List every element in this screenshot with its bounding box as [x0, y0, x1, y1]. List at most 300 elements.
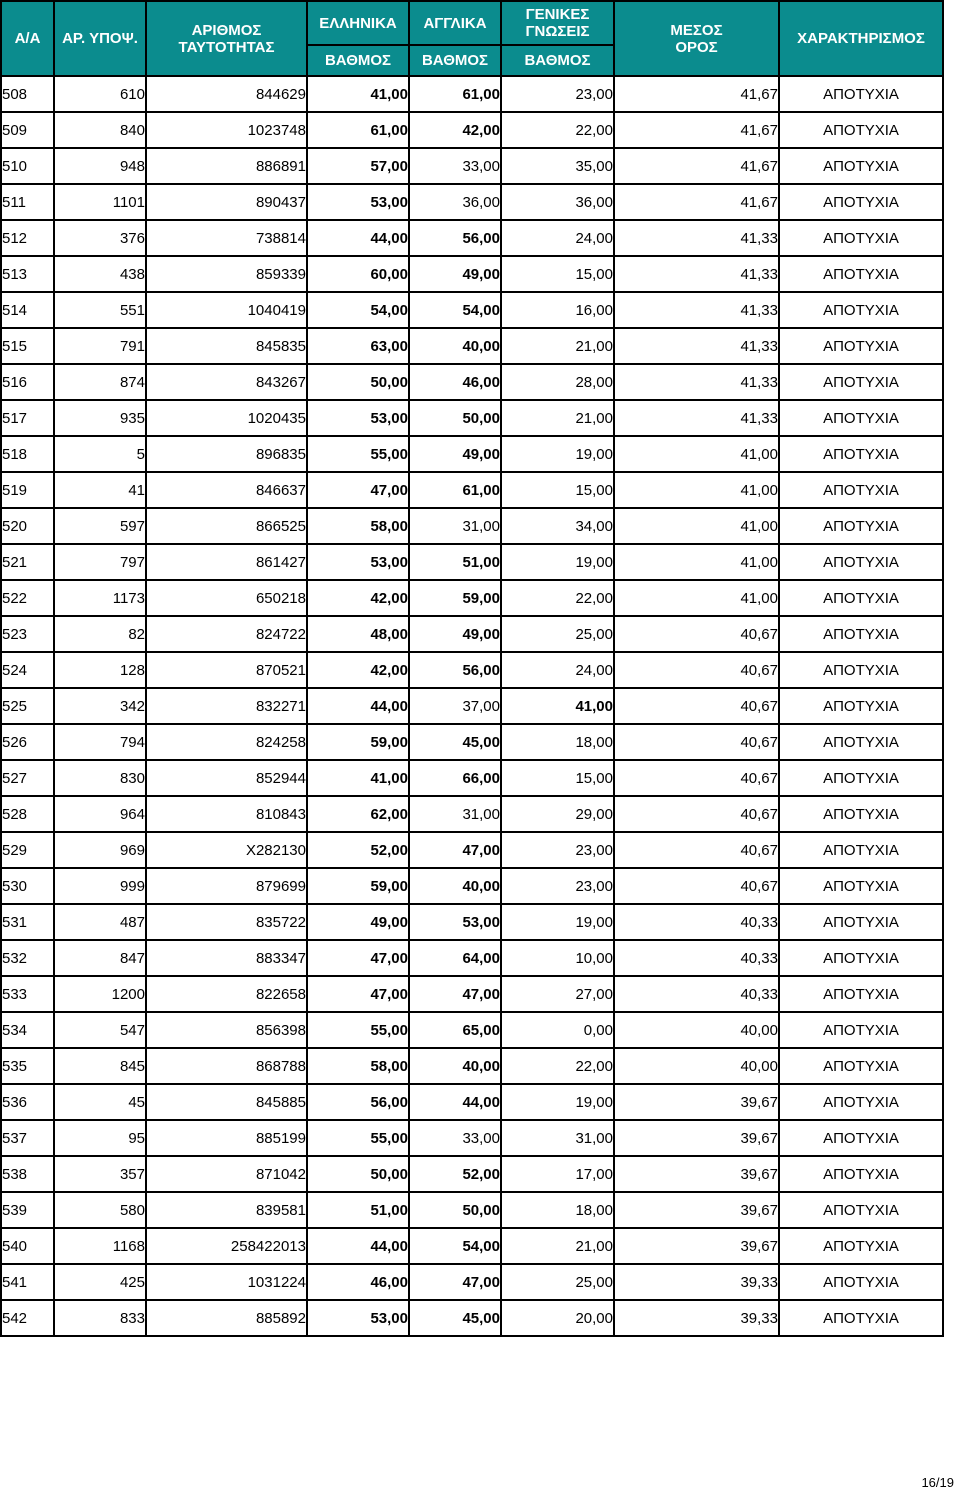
cell-greek-grade: 50,00 — [307, 364, 409, 400]
cell-average: 41,33 — [614, 400, 779, 436]
cell-aa: 536 — [1, 1084, 54, 1120]
table-row — [1, 508, 943, 544]
cell-greek-grade: 51,00 — [307, 1192, 409, 1228]
cell-aa: 518 — [1, 436, 54, 472]
cell-english-grade: 40,00 — [409, 1048, 501, 1084]
cell-english-grade: 66,00 — [409, 760, 501, 796]
cell-candidate-number: 551 — [54, 292, 146, 328]
cell-aa: 526 — [1, 724, 54, 760]
cell-english-grade: 54,00 — [409, 1228, 501, 1264]
header-id-number — [146, 1, 307, 76]
cell-average: 40,33 — [614, 904, 779, 940]
cell-english-grade: 52,00 — [409, 1156, 501, 1192]
cell-english-grade: 31,00 — [409, 508, 501, 544]
cell-candidate-number: 5 — [54, 436, 146, 472]
table-body — [1, 76, 943, 1336]
cell-candidate-number: 948 — [54, 148, 146, 184]
cell-greek-grade: 41,00 — [307, 76, 409, 112]
cell-english-grade: 47,00 — [409, 976, 501, 1012]
cell-general-grade: 21,00 — [501, 328, 614, 364]
cell-id-number: 822658 — [146, 976, 307, 1012]
cell-aa: 534 — [1, 1012, 54, 1048]
header-greek-grade: ΒΑΘΜΟΣ — [307, 45, 409, 76]
cell-english-grade: 64,00 — [409, 940, 501, 976]
cell-result: ΑΠΟΤΥΧΙΑ — [779, 760, 943, 796]
cell-result: ΑΠΟΤΥΧΙΑ — [779, 832, 943, 868]
cell-aa: 529 — [1, 832, 54, 868]
cell-candidate-number: 1168 — [54, 1228, 146, 1264]
cell-greek-grade: 53,00 — [307, 544, 409, 580]
cell-average: 39,67 — [614, 1120, 779, 1156]
cell-aa: 513 — [1, 256, 54, 292]
cell-average: 40,33 — [614, 940, 779, 976]
cell-result: ΑΠΟΤΥΧΙΑ — [779, 904, 943, 940]
cell-result: ΑΠΟΤΥΧΙΑ — [779, 688, 943, 724]
cell-result: ΑΠΟΤΥΧΙΑ — [779, 508, 943, 544]
cell-candidate-number: 845 — [54, 1048, 146, 1084]
cell-greek-grade: 63,00 — [307, 328, 409, 364]
cell-id-number: 856398 — [146, 1012, 307, 1048]
cell-general-grade: 25,00 — [501, 1264, 614, 1300]
cell-aa: 522 — [1, 580, 54, 616]
cell-greek-grade: 56,00 — [307, 1084, 409, 1120]
cell-average: 41,33 — [614, 292, 779, 328]
cell-result: ΑΠΟΤΥΧΙΑ — [779, 400, 943, 436]
cell-average: 40,67 — [614, 724, 779, 760]
cell-candidate-number: 969 — [54, 832, 146, 868]
cell-english-grade: 61,00 — [409, 76, 501, 112]
cell-candidate-number: 840 — [54, 112, 146, 148]
cell-aa: 517 — [1, 400, 54, 436]
cell-aa: 514 — [1, 292, 54, 328]
cell-average: 41,67 — [614, 76, 779, 112]
cell-result: ΑΠΟΤΥΧΙΑ — [779, 1048, 943, 1084]
cell-average: 40,67 — [614, 760, 779, 796]
table-row — [1, 940, 943, 976]
header-average-line2: ΟΡΟΣ — [675, 38, 718, 56]
cell-id-number: 896835 — [146, 436, 307, 472]
cell-greek-grade: 55,00 — [307, 436, 409, 472]
cell-general-grade: 31,00 — [501, 1120, 614, 1156]
table-row — [1, 1048, 943, 1084]
cell-id-number: 870521 — [146, 652, 307, 688]
cell-english-grade: 45,00 — [409, 1300, 501, 1336]
cell-candidate-number: 41 — [54, 472, 146, 508]
cell-english-grade: 53,00 — [409, 904, 501, 940]
table-row — [1, 544, 943, 580]
table-row — [1, 976, 943, 1012]
cell-result: ΑΠΟΤΥΧΙΑ — [779, 796, 943, 832]
cell-result: ΑΠΟΤΥΧΙΑ — [779, 364, 943, 400]
table-row — [1, 616, 943, 652]
cell-general-grade: 29,00 — [501, 796, 614, 832]
cell-id-number: 824258 — [146, 724, 307, 760]
cell-english-grade: 49,00 — [409, 256, 501, 292]
cell-english-grade: 59,00 — [409, 580, 501, 616]
header-greek: ΕΛΛΗΝΙΚΑ — [307, 1, 409, 45]
cell-candidate-number: 874 — [54, 364, 146, 400]
cell-candidate-number: 357 — [54, 1156, 146, 1192]
cell-result: ΑΠΟΤΥΧΙΑ — [779, 328, 943, 364]
table-row — [1, 1300, 943, 1336]
cell-english-grade: 33,00 — [409, 1120, 501, 1156]
cell-aa: 515 — [1, 328, 54, 364]
cell-aa: 512 — [1, 220, 54, 256]
cell-greek-grade: 41,00 — [307, 760, 409, 796]
cell-general-grade: 19,00 — [501, 436, 614, 472]
cell-candidate-number: 425 — [54, 1264, 146, 1300]
table-row — [1, 328, 943, 364]
cell-general-grade: 28,00 — [501, 364, 614, 400]
cell-result: ΑΠΟΤΥΧΙΑ — [779, 292, 943, 328]
cell-result: ΑΠΟΤΥΧΙΑ — [779, 868, 943, 904]
table-row — [1, 724, 943, 760]
header-candidate-number: ΑΡ. ΥΠΟΨ. — [54, 1, 146, 76]
cell-candidate-number: 597 — [54, 508, 146, 544]
table-row — [1, 1120, 943, 1156]
table-row — [1, 292, 943, 328]
cell-greek-grade: 49,00 — [307, 904, 409, 940]
cell-id-number: 1040419 — [146, 292, 307, 328]
cell-candidate-number: 791 — [54, 328, 146, 364]
cell-average: 40,67 — [614, 868, 779, 904]
cell-aa: 540 — [1, 1228, 54, 1264]
header-result: ΧΑΡΑΚΤΗΡΙΣΜΟΣ — [779, 1, 943, 76]
cell-general-grade: 21,00 — [501, 400, 614, 436]
cell-id-number: 824722 — [146, 616, 307, 652]
cell-general-grade: 22,00 — [501, 580, 614, 616]
cell-candidate-number: 935 — [54, 400, 146, 436]
table-header — [1, 1, 943, 76]
cell-general-grade: 20,00 — [501, 1300, 614, 1336]
cell-result: ΑΠΟΤΥΧΙΑ — [779, 652, 943, 688]
cell-id-number: 845885 — [146, 1084, 307, 1120]
table-row — [1, 148, 943, 184]
table-row — [1, 580, 943, 616]
cell-general-grade: 23,00 — [501, 832, 614, 868]
cell-english-grade: 50,00 — [409, 1192, 501, 1228]
header-general — [501, 1, 614, 45]
cell-result: ΑΠΟΤΥΧΙΑ — [779, 616, 943, 652]
cell-average: 40,33 — [614, 976, 779, 1012]
table-row — [1, 832, 943, 868]
cell-candidate-number: 964 — [54, 796, 146, 832]
cell-english-grade: 33,00 — [409, 148, 501, 184]
cell-aa: 523 — [1, 616, 54, 652]
cell-general-grade: 0,00 — [501, 1012, 614, 1048]
cell-general-grade: 15,00 — [501, 256, 614, 292]
cell-general-grade: 19,00 — [501, 1084, 614, 1120]
table-row — [1, 256, 943, 292]
table-row — [1, 1012, 943, 1048]
cell-average: 41,33 — [614, 220, 779, 256]
table-row — [1, 220, 943, 256]
cell-average: 39,67 — [614, 1156, 779, 1192]
table-row — [1, 1156, 943, 1192]
cell-candidate-number: 438 — [54, 256, 146, 292]
table-row — [1, 76, 943, 112]
cell-greek-grade: 48,00 — [307, 616, 409, 652]
cell-general-grade: 10,00 — [501, 940, 614, 976]
cell-english-grade: 47,00 — [409, 832, 501, 868]
cell-greek-grade: 46,00 — [307, 1264, 409, 1300]
header-english: ΑΓΓΛΙΚΑ — [409, 1, 501, 45]
cell-aa: 531 — [1, 904, 54, 940]
cell-candidate-number: 487 — [54, 904, 146, 940]
cell-result: ΑΠΟΤΥΧΙΑ — [779, 1084, 943, 1120]
cell-general-grade: 19,00 — [501, 544, 614, 580]
cell-greek-grade: 52,00 — [307, 832, 409, 868]
cell-greek-grade: 42,00 — [307, 652, 409, 688]
cell-aa: 510 — [1, 148, 54, 184]
cell-average: 41,67 — [614, 112, 779, 148]
cell-candidate-number: 610 — [54, 76, 146, 112]
cell-greek-grade: 59,00 — [307, 868, 409, 904]
cell-aa: 542 — [1, 1300, 54, 1336]
cell-english-grade: 50,00 — [409, 400, 501, 436]
cell-english-grade: 49,00 — [409, 616, 501, 652]
cell-english-grade: 51,00 — [409, 544, 501, 580]
cell-average: 41,00 — [614, 472, 779, 508]
cell-general-grade: 27,00 — [501, 976, 614, 1012]
cell-id-number: 1023748 — [146, 112, 307, 148]
cell-average: 41,00 — [614, 580, 779, 616]
cell-aa: 533 — [1, 976, 54, 1012]
cell-greek-grade: 62,00 — [307, 796, 409, 832]
cell-aa: 535 — [1, 1048, 54, 1084]
cell-result: ΑΠΟΤΥΧΙΑ — [779, 544, 943, 580]
cell-greek-grade: 60,00 — [307, 256, 409, 292]
cell-id-number: 868788 — [146, 1048, 307, 1084]
table-row — [1, 1084, 943, 1120]
cell-average: 41,67 — [614, 148, 779, 184]
cell-greek-grade: 44,00 — [307, 1228, 409, 1264]
cell-english-grade: 61,00 — [409, 472, 501, 508]
cell-general-grade: 41,00 — [501, 688, 614, 724]
cell-candidate-number: 376 — [54, 220, 146, 256]
cell-greek-grade: 54,00 — [307, 292, 409, 328]
cell-id-number: 883347 — [146, 940, 307, 976]
header-general-line1: ΓΕΝΙΚΕΣ — [525, 6, 590, 23]
cell-english-grade: 54,00 — [409, 292, 501, 328]
cell-result: ΑΠΟΤΥΧΙΑ — [779, 1192, 943, 1228]
cell-id-number: 832271 — [146, 688, 307, 724]
cell-general-grade: 23,00 — [501, 868, 614, 904]
table-row — [1, 1192, 943, 1228]
cell-aa: 538 — [1, 1156, 54, 1192]
cell-average: 40,67 — [614, 832, 779, 868]
cell-id-number: 835722 — [146, 904, 307, 940]
table-row — [1, 184, 943, 220]
table-row — [1, 1264, 943, 1300]
cell-english-grade: 45,00 — [409, 724, 501, 760]
cell-candidate-number: 547 — [54, 1012, 146, 1048]
table-row — [1, 1228, 943, 1264]
cell-candidate-number: 82 — [54, 616, 146, 652]
header-average-line1: ΜΕΣΟΣ — [670, 21, 723, 39]
cell-general-grade: 21,00 — [501, 1228, 614, 1264]
cell-result: ΑΠΟΤΥΧΙΑ — [779, 148, 943, 184]
page-number: 16/19 — [921, 1475, 954, 1490]
cell-result: ΑΠΟΤΥΧΙΑ — [779, 184, 943, 220]
cell-id-number: Χ282130 — [146, 832, 307, 868]
cell-result: ΑΠΟΤΥΧΙΑ — [779, 220, 943, 256]
cell-english-grade: 65,00 — [409, 1012, 501, 1048]
table-row — [1, 904, 943, 940]
cell-result: ΑΠΟΤΥΧΙΑ — [779, 472, 943, 508]
cell-general-grade: 34,00 — [501, 508, 614, 544]
cell-general-grade: 16,00 — [501, 292, 614, 328]
cell-id-number: 885199 — [146, 1120, 307, 1156]
cell-id-number: 885892 — [146, 1300, 307, 1336]
table-row — [1, 652, 943, 688]
cell-id-number: 871042 — [146, 1156, 307, 1192]
cell-average: 40,67 — [614, 652, 779, 688]
cell-candidate-number: 794 — [54, 724, 146, 760]
cell-id-number: 859339 — [146, 256, 307, 292]
cell-result: ΑΠΟΤΥΧΙΑ — [779, 256, 943, 292]
cell-greek-grade: 58,00 — [307, 508, 409, 544]
cell-average: 41,67 — [614, 184, 779, 220]
cell-result: ΑΠΟΤΥΧΙΑ — [779, 940, 943, 976]
cell-candidate-number: 1101 — [54, 184, 146, 220]
cell-english-grade: 31,00 — [409, 796, 501, 832]
cell-aa: 519 — [1, 472, 54, 508]
cell-result: ΑΠΟΤΥΧΙΑ — [779, 724, 943, 760]
cell-id-number: 852944 — [146, 760, 307, 796]
cell-aa: 532 — [1, 940, 54, 976]
cell-greek-grade: 59,00 — [307, 724, 409, 760]
cell-aa: 509 — [1, 112, 54, 148]
cell-average: 40,67 — [614, 688, 779, 724]
cell-general-grade: 22,00 — [501, 112, 614, 148]
cell-english-grade: 46,00 — [409, 364, 501, 400]
cell-general-grade: 15,00 — [501, 760, 614, 796]
cell-aa: 528 — [1, 796, 54, 832]
cell-result: ΑΠΟΤΥΧΙΑ — [779, 1120, 943, 1156]
cell-general-grade: 17,00 — [501, 1156, 614, 1192]
cell-average: 41,00 — [614, 544, 779, 580]
cell-average: 40,00 — [614, 1048, 779, 1084]
cell-candidate-number: 128 — [54, 652, 146, 688]
cell-greek-grade: 61,00 — [307, 112, 409, 148]
table-row — [1, 688, 943, 724]
cell-candidate-number: 999 — [54, 868, 146, 904]
cell-english-grade: 40,00 — [409, 328, 501, 364]
cell-general-grade: 18,00 — [501, 724, 614, 760]
cell-english-grade: 47,00 — [409, 1264, 501, 1300]
cell-aa: 524 — [1, 652, 54, 688]
cell-candidate-number: 833 — [54, 1300, 146, 1336]
cell-greek-grade: 50,00 — [307, 1156, 409, 1192]
cell-result: ΑΠΟΤΥΧΙΑ — [779, 436, 943, 472]
cell-aa: 525 — [1, 688, 54, 724]
cell-general-grade: 23,00 — [501, 76, 614, 112]
cell-aa: 527 — [1, 760, 54, 796]
cell-average: 40,67 — [614, 796, 779, 832]
cell-candidate-number: 95 — [54, 1120, 146, 1156]
cell-id-number: 846637 — [146, 472, 307, 508]
cell-average: 41,00 — [614, 508, 779, 544]
cell-aa: 541 — [1, 1264, 54, 1300]
cell-average: 41,33 — [614, 364, 779, 400]
cell-average: 39,33 — [614, 1264, 779, 1300]
cell-english-grade: 40,00 — [409, 868, 501, 904]
cell-id-number: 886891 — [146, 148, 307, 184]
cell-candidate-number: 342 — [54, 688, 146, 724]
cell-result: ΑΠΟΤΥΧΙΑ — [779, 580, 943, 616]
cell-average: 39,33 — [614, 1300, 779, 1336]
cell-average: 39,67 — [614, 1084, 779, 1120]
cell-average: 39,67 — [614, 1228, 779, 1264]
cell-result: ΑΠΟΤΥΧΙΑ — [779, 976, 943, 1012]
table-row — [1, 868, 943, 904]
cell-greek-grade: 53,00 — [307, 1300, 409, 1336]
header-general-grade: ΒΑΘΜΟΣ — [501, 45, 614, 76]
cell-result: ΑΠΟΤΥΧΙΑ — [779, 76, 943, 112]
cell-greek-grade: 44,00 — [307, 688, 409, 724]
cell-greek-grade: 55,00 — [307, 1012, 409, 1048]
cell-aa: 539 — [1, 1192, 54, 1228]
cell-id-number: 839581 — [146, 1192, 307, 1228]
cell-result: ΑΠΟΤΥΧΙΑ — [779, 1264, 943, 1300]
cell-general-grade: 18,00 — [501, 1192, 614, 1228]
cell-candidate-number: 580 — [54, 1192, 146, 1228]
cell-aa: 516 — [1, 364, 54, 400]
cell-english-grade: 36,00 — [409, 184, 501, 220]
cell-average: 41,33 — [614, 256, 779, 292]
cell-average: 41,33 — [614, 328, 779, 364]
cell-general-grade: 24,00 — [501, 220, 614, 256]
cell-english-grade: 56,00 — [409, 652, 501, 688]
cell-id-number: 879699 — [146, 868, 307, 904]
table-row — [1, 364, 943, 400]
cell-english-grade: 49,00 — [409, 436, 501, 472]
cell-result: ΑΠΟΤΥΧΙΑ — [779, 1012, 943, 1048]
cell-greek-grade: 42,00 — [307, 580, 409, 616]
table-row — [1, 796, 943, 832]
table-row — [1, 472, 943, 508]
header-id-line2: ΤΑΥΤΟΤΗΤΑΣ — [178, 38, 275, 56]
cell-result: ΑΠΟΤΥΧΙΑ — [779, 112, 943, 148]
header-english-grade: ΒΑΘΜΟΣ — [409, 45, 501, 76]
cell-aa: 530 — [1, 868, 54, 904]
cell-aa: 511 — [1, 184, 54, 220]
cell-candidate-number: 1200 — [54, 976, 146, 1012]
cell-aa: 508 — [1, 76, 54, 112]
cell-result: ΑΠΟΤΥΧΙΑ — [779, 1300, 943, 1336]
cell-aa: 520 — [1, 508, 54, 544]
table-row — [1, 760, 943, 796]
table-row — [1, 400, 943, 436]
cell-id-number: 258422013 — [146, 1228, 307, 1264]
header-id-line1: ΑΡΙΘΜΟΣ — [191, 21, 262, 39]
cell-id-number: 844629 — [146, 76, 307, 112]
cell-greek-grade: 57,00 — [307, 148, 409, 184]
cell-general-grade: 15,00 — [501, 472, 614, 508]
cell-candidate-number: 797 — [54, 544, 146, 580]
header-general-line2: ΓΝΩΣΕΙΣ — [525, 23, 590, 40]
cell-greek-grade: 47,00 — [307, 940, 409, 976]
cell-greek-grade: 55,00 — [307, 1120, 409, 1156]
cell-result: ΑΠΟΤΥΧΙΑ — [779, 1228, 943, 1264]
cell-general-grade: 22,00 — [501, 1048, 614, 1084]
cell-average: 39,67 — [614, 1192, 779, 1228]
cell-id-number: 810843 — [146, 796, 307, 832]
cell-result: ΑΠΟΤΥΧΙΑ — [779, 1156, 943, 1192]
cell-candidate-number: 830 — [54, 760, 146, 796]
cell-greek-grade: 47,00 — [307, 472, 409, 508]
